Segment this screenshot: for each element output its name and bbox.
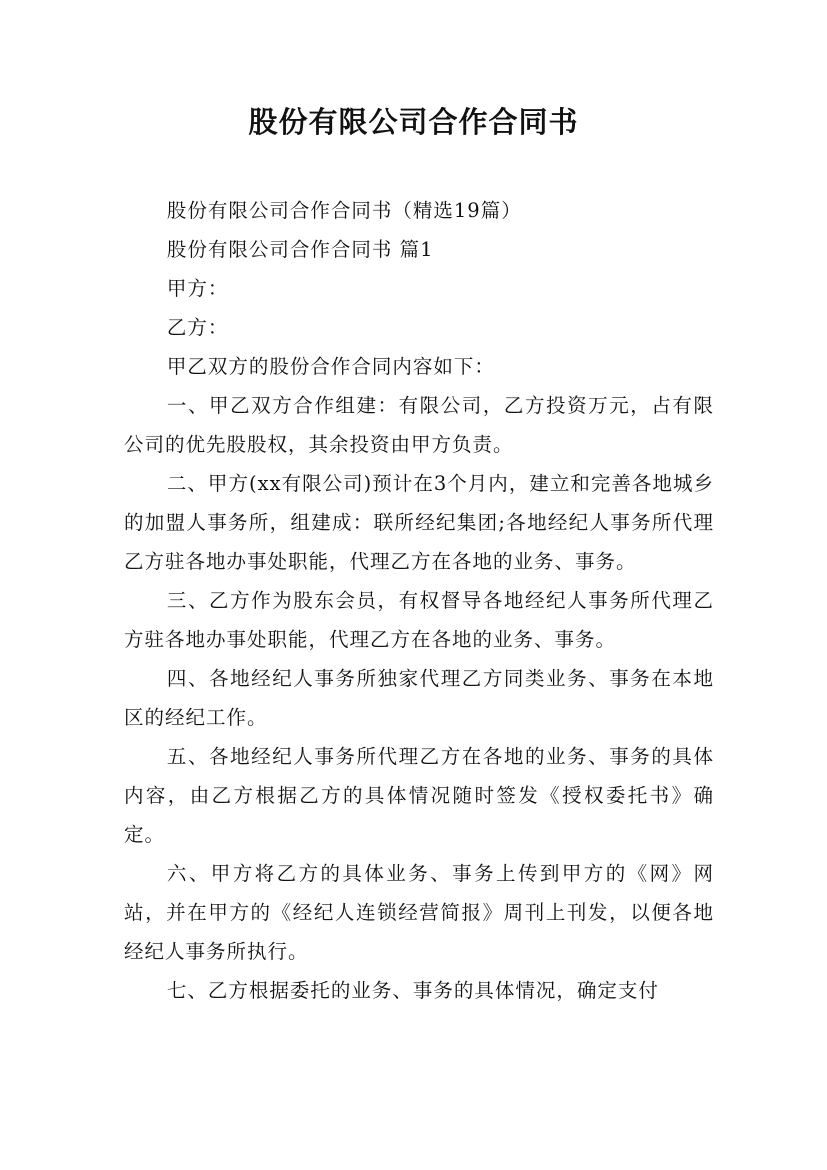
paragraph-section-heading: 股份有限公司合作合同书 篇1 xyxy=(166,238,434,261)
paragraph-clause-6: 六、甲方将乙方的具体业务、事务上传到甲方的《网》网站，并在甲方的《经纪人连锁经营简报》周刊上刊发，以便各地经纪人事务所执行。 xyxy=(124,862,714,963)
document-title: 股份有限公司合作合同书 xyxy=(248,105,579,139)
paragraph-party-b: 乙方： xyxy=(166,316,229,339)
paragraph-clause-3: 三、乙方作为股东会员，有权督导各地经纪人事务所代理乙方驻各地办事处职能，代理乙方在各地的业务、事务。 xyxy=(124,589,714,651)
paragraph-clause-2: 二、甲方(xx有限公司)预计在3个月内，建立和完善各地城乡的加盟人事务所，组建成：联所经纪集团;各地经纪人事务所代理乙方驻各地办事处职能，代理乙方在各地的业务、事务。 xyxy=(124,472,714,573)
document-body xyxy=(124,191,714,1010)
paragraph-clause-4: 四、各地经纪人事务所独家代理乙方同类业务、事务在本地区的经纪工作。 xyxy=(124,667,714,729)
paragraph-subtitle: 股份有限公司合作合同书（精选19篇） xyxy=(166,199,522,222)
paragraph-party-a: 甲方： xyxy=(166,277,229,300)
paragraph-clause-5: 五、各地经纪人事务所代理乙方在各地的业务、事务的具体内容，由乙方根据乙方的具体情况随时签发《授权委托书》确定。 xyxy=(124,745,714,846)
paragraph-intro: 甲乙双方的股份合作合同内容如下： xyxy=(166,355,495,378)
paragraph-clause-1: 一、甲乙双方合作组建：有限公司，乙方投资万元，占有限公司的优先股股权，其余投资由甲方负责。 xyxy=(124,394,714,456)
paragraph-clause-7: 七、乙方根据委托的业务、事务的具体情况，确定支付 xyxy=(166,979,659,1002)
